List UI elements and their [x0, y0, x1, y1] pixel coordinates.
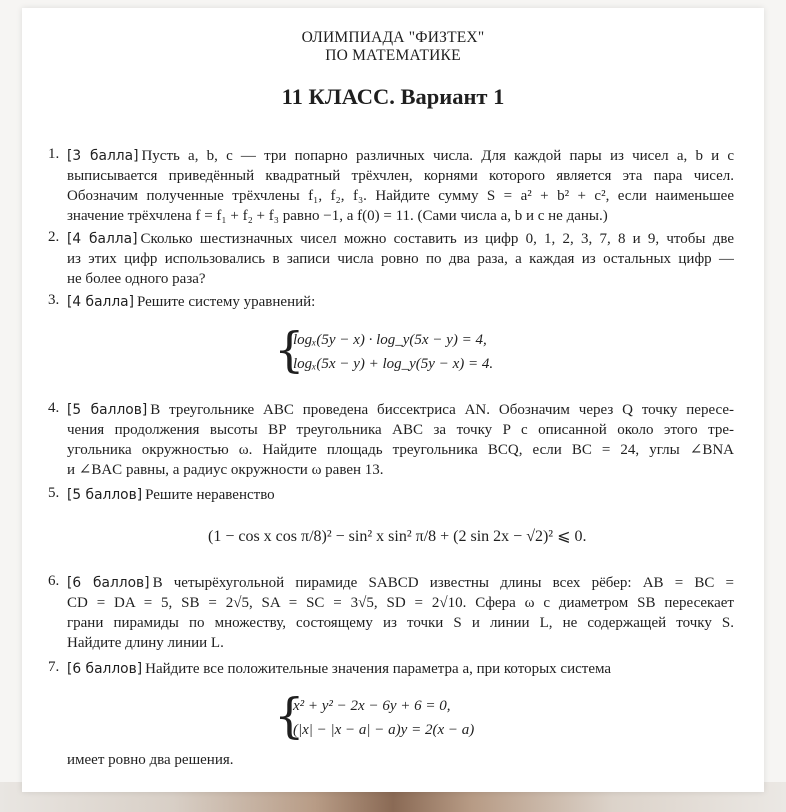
problem-text-line: из этих цифр использовались в записи числа ровно по два раза, а каждая из остальных цифр —: [67, 251, 734, 267]
problem-3: [48, 292, 734, 312]
problem-text-line: грани пирамиды по множеству, состоящему из точки S и линии L, не содержащей точку S.: [67, 615, 734, 631]
problem-number: 3.: [48, 292, 60, 308]
problem-text-line: Решите систему уравнений:: [137, 294, 316, 310]
inequality-formula: (1 − cos x cos π/8)² − sin² x sin² π/8 + (2 sin 2x − √2)² ⩽ 0.: [208, 528, 587, 545]
problem-2: [48, 229, 734, 289]
problem-text-line: Пусть a, b, c — три попарно различных числа. Для каждой пары из чисел a, b и c: [141, 148, 734, 164]
problem-text-line: Сколько шестизначных чисел можно составить из цифр 0, 1, 2, 3, 7, 8 и 9, чтобы две: [140, 231, 734, 247]
problem-text-line: не более одного раза?: [67, 271, 206, 287]
problem-points: [ 6 баллов ]: [67, 661, 142, 677]
problem-text-line: и ∠BAC равны, а радиус окружности ω равен 13.: [67, 462, 384, 478]
problem-text-line: значение трёхчлена f = f₁ + f₂ + f₃ равно −1, а f(0) = 11. (Сами числа a, b и c не даны.): [67, 208, 608, 224]
problem-text-line: В треугольнике ABC проведена биссектриса AN. Обозначим через Q точку пересе-: [150, 402, 734, 418]
problem-text-line: CD = DA = 5, SB = 2√5, SA = SC = 3√5, SD = 2√10. Сфера ω с диаметром SB пересекает: [67, 595, 734, 611]
system-equation-1: logₓ(5y − x) · log_y(5x − y) = 4,: [293, 332, 487, 348]
problem-5: [48, 485, 734, 505]
page-title: 11 КЛАСС. Вариант 1: [281, 84, 505, 109]
problem-6: [48, 573, 734, 653]
olympiad-name: ОЛИМПИАДА "ФИЗТЕХ": [301, 29, 485, 46]
problem-text-line: Найдите все положительные значения параметра a, при которых система: [145, 661, 612, 677]
system-equation-1: x² + y² − 2x − 6y + 6 = 0,: [293, 698, 451, 714]
problem-number: 4.: [48, 400, 60, 416]
problem-text-line: В четырёхугольной пирамиде SABCD известны длины всех рёбер: AB = BC =: [152, 575, 734, 591]
problem-1: [48, 146, 734, 226]
problem-points: [ 4 балла ]: [67, 231, 137, 247]
problem-points: [ 6 баллов ]: [67, 575, 150, 591]
system-equation-2: logₓ(5x − y) + log_y(5y − x) = 4.: [293, 356, 494, 372]
system-brace: {: [274, 322, 305, 378]
system-brace: {: [274, 688, 305, 744]
problem-points: [ 5 баллов ]: [67, 402, 147, 418]
problem-number: 5.: [48, 485, 60, 501]
problem-points: [ 5 баллов ]: [67, 487, 142, 503]
problem-number: 7.: [48, 659, 60, 675]
problem-text-line: выписывается приведённый квадратный трёхчлен, корнями которого является эта пара чисел.: [67, 168, 734, 184]
problem-text-line: угольника окружностью ω. Найдите площадь треугольника BCQ, если BC = 24, углы ∠BNA: [67, 442, 734, 458]
document-page: [22, 8, 764, 792]
system-equation-2: (|x| − |x − a| − a)y = 2(x − a): [293, 722, 475, 738]
problem-number: 1.: [48, 146, 60, 162]
problem-number: 2.: [48, 229, 60, 245]
problem-4: [48, 400, 734, 480]
problem-text-line: чения продолжения высоты BP треугольника ABC за точку P с описанной около этого тре-: [67, 422, 734, 438]
problem-7-tail: имеет ровно два решения.: [67, 752, 234, 768]
problem-points: [ 4 балла ]: [67, 294, 134, 310]
problem-7: [48, 659, 734, 679]
problem-points: [ 3 балла ]: [67, 148, 138, 164]
problem-text-line: Обозначим полученные трёхчлены f₁, f₂, f₃. Найдите сумму S = a² + b² + c², если наименьшее: [67, 188, 734, 204]
problem-text-line: Решите неравенство: [145, 487, 275, 503]
subject-name: ПО МАТЕМАТИКЕ: [325, 47, 461, 64]
problem-text-line: Найдите длину линии L.: [67, 635, 224, 651]
problem-number: 6.: [48, 573, 60, 589]
